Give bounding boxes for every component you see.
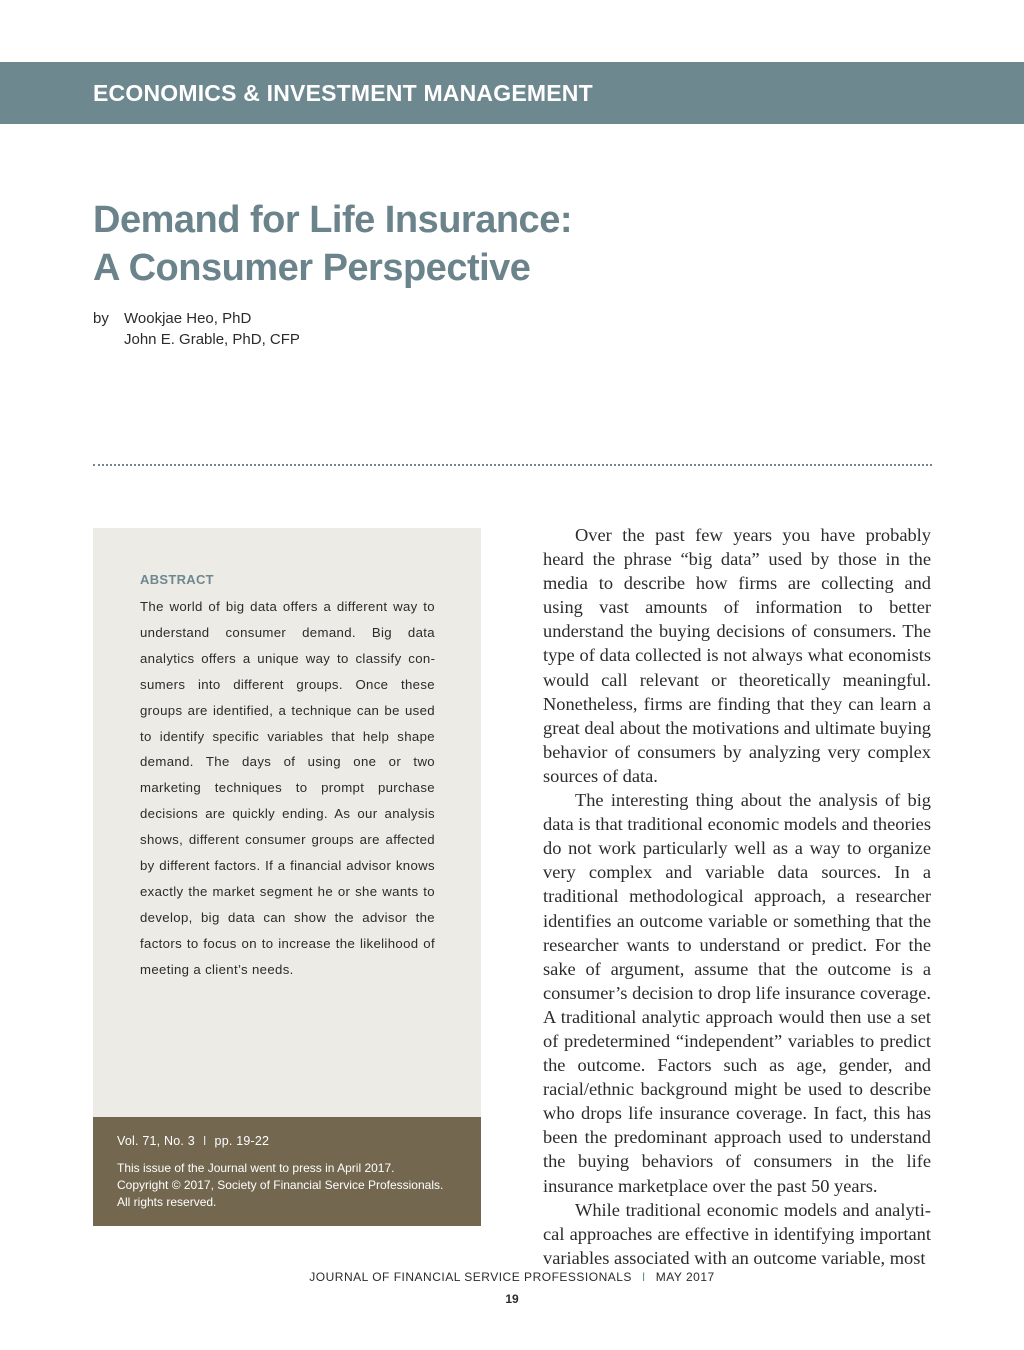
section-divider <box>93 464 932 466</box>
title-line-2: A Consumer Perspective <box>93 247 531 289</box>
issue-citation <box>117 1134 269 1148</box>
page-number: 19 <box>505 1292 519 1306</box>
copyright-line: Copyright © 2017, Society of Financial Service Professionals. <box>117 1178 444 1192</box>
abstract-text: The world of big data offers a different way to understand consumer demand. Big data analytics offers a unique way to classify consumers into different groups. Once these groups are identified, a technique can be used to identify specific variables that help shape demand. The days of using one or two marketing techniques to prompt purchase decisions are quickly ending. As our analysis shows, different consumer groups are affected by different factors. If a financial advisor knows exactly the market segment he or she wants to develop, big data can show the advisor the factors to focus on to increase the likelihood of meeting a client’s needs. <box>140 599 435 977</box>
volume-number: Vol. 71, No. 3 <box>117 1134 195 1148</box>
author-name: Wookjae Heo, PhD <box>124 310 252 327</box>
title-line-1: Demand for Life Insurance: <box>93 199 572 241</box>
issue-info-panel <box>93 1117 481 1226</box>
body-paragraph: The interesting thing about the analysis of big data is that traditional economic models and theories do not work particularly well as a way to organize very complex and variable data sources. In a traditional methodological approach, a researcher identifies an outcome variable or something that the researcher wants to understand or predict. For the sake of argument, assume that the outcome is a consumer’s decision to drop life insurance coverage. A traditional analytic approach would then use a set of predetermined “independent” variables to predict the outcome. Factors such as age, gender, and racial/ethnic background might be used to describe who drops life insurance coverage. In fact, this has been the predominant approach used to understand the buying behaviors of consumers in the life insurance marketplace over the past 50 years. <box>543 790 931 1196</box>
article-title <box>93 196 572 292</box>
issue-date: MAY 2017 <box>655 1270 715 1284</box>
citation-separator: I <box>202 1134 207 1148</box>
section-title: ECONOMICS & INVESTMENT MANAGEMENT <box>93 80 593 106</box>
page-range: pp. 19-22 <box>214 1134 270 1148</box>
press-date-note: This issue of the Journal went to press in April 2017. <box>117 1161 395 1175</box>
rights-line: All rights reserved. <box>117 1195 217 1209</box>
body-paragraph: Over the past few years you have probably heard the phrase “big data” used by those in the media to describe how firms are collecting and using vast amounts of information to better understand the buying decisions of consumers. The type of data collected is not always what economists would call relevant or theoretically meaningful. Nonetheless, firms are finding that they can learn a great deal about the motivations and ultimate buying behavior of consumers by analyzing very complex sources of data. <box>543 525 931 786</box>
article-body <box>543 523 931 1270</box>
page-footer <box>0 1270 1024 1284</box>
author-list <box>124 308 300 350</box>
abstract-heading: ABSTRACT <box>140 572 214 587</box>
author-name: John E. Grable, PhD, CFP <box>124 331 300 348</box>
by-label: by <box>93 310 109 327</box>
body-paragraph: While traditional economic models and analytical approaches are effective in identifying important variables associated with an outcome variable, most <box>543 1199 931 1268</box>
copyright-note <box>117 1160 467 1211</box>
journal-name: JOURNAL OF FINANCIAL SERVICE PROFESSIONALS <box>309 1270 632 1284</box>
footer-separator: I <box>641 1270 646 1284</box>
